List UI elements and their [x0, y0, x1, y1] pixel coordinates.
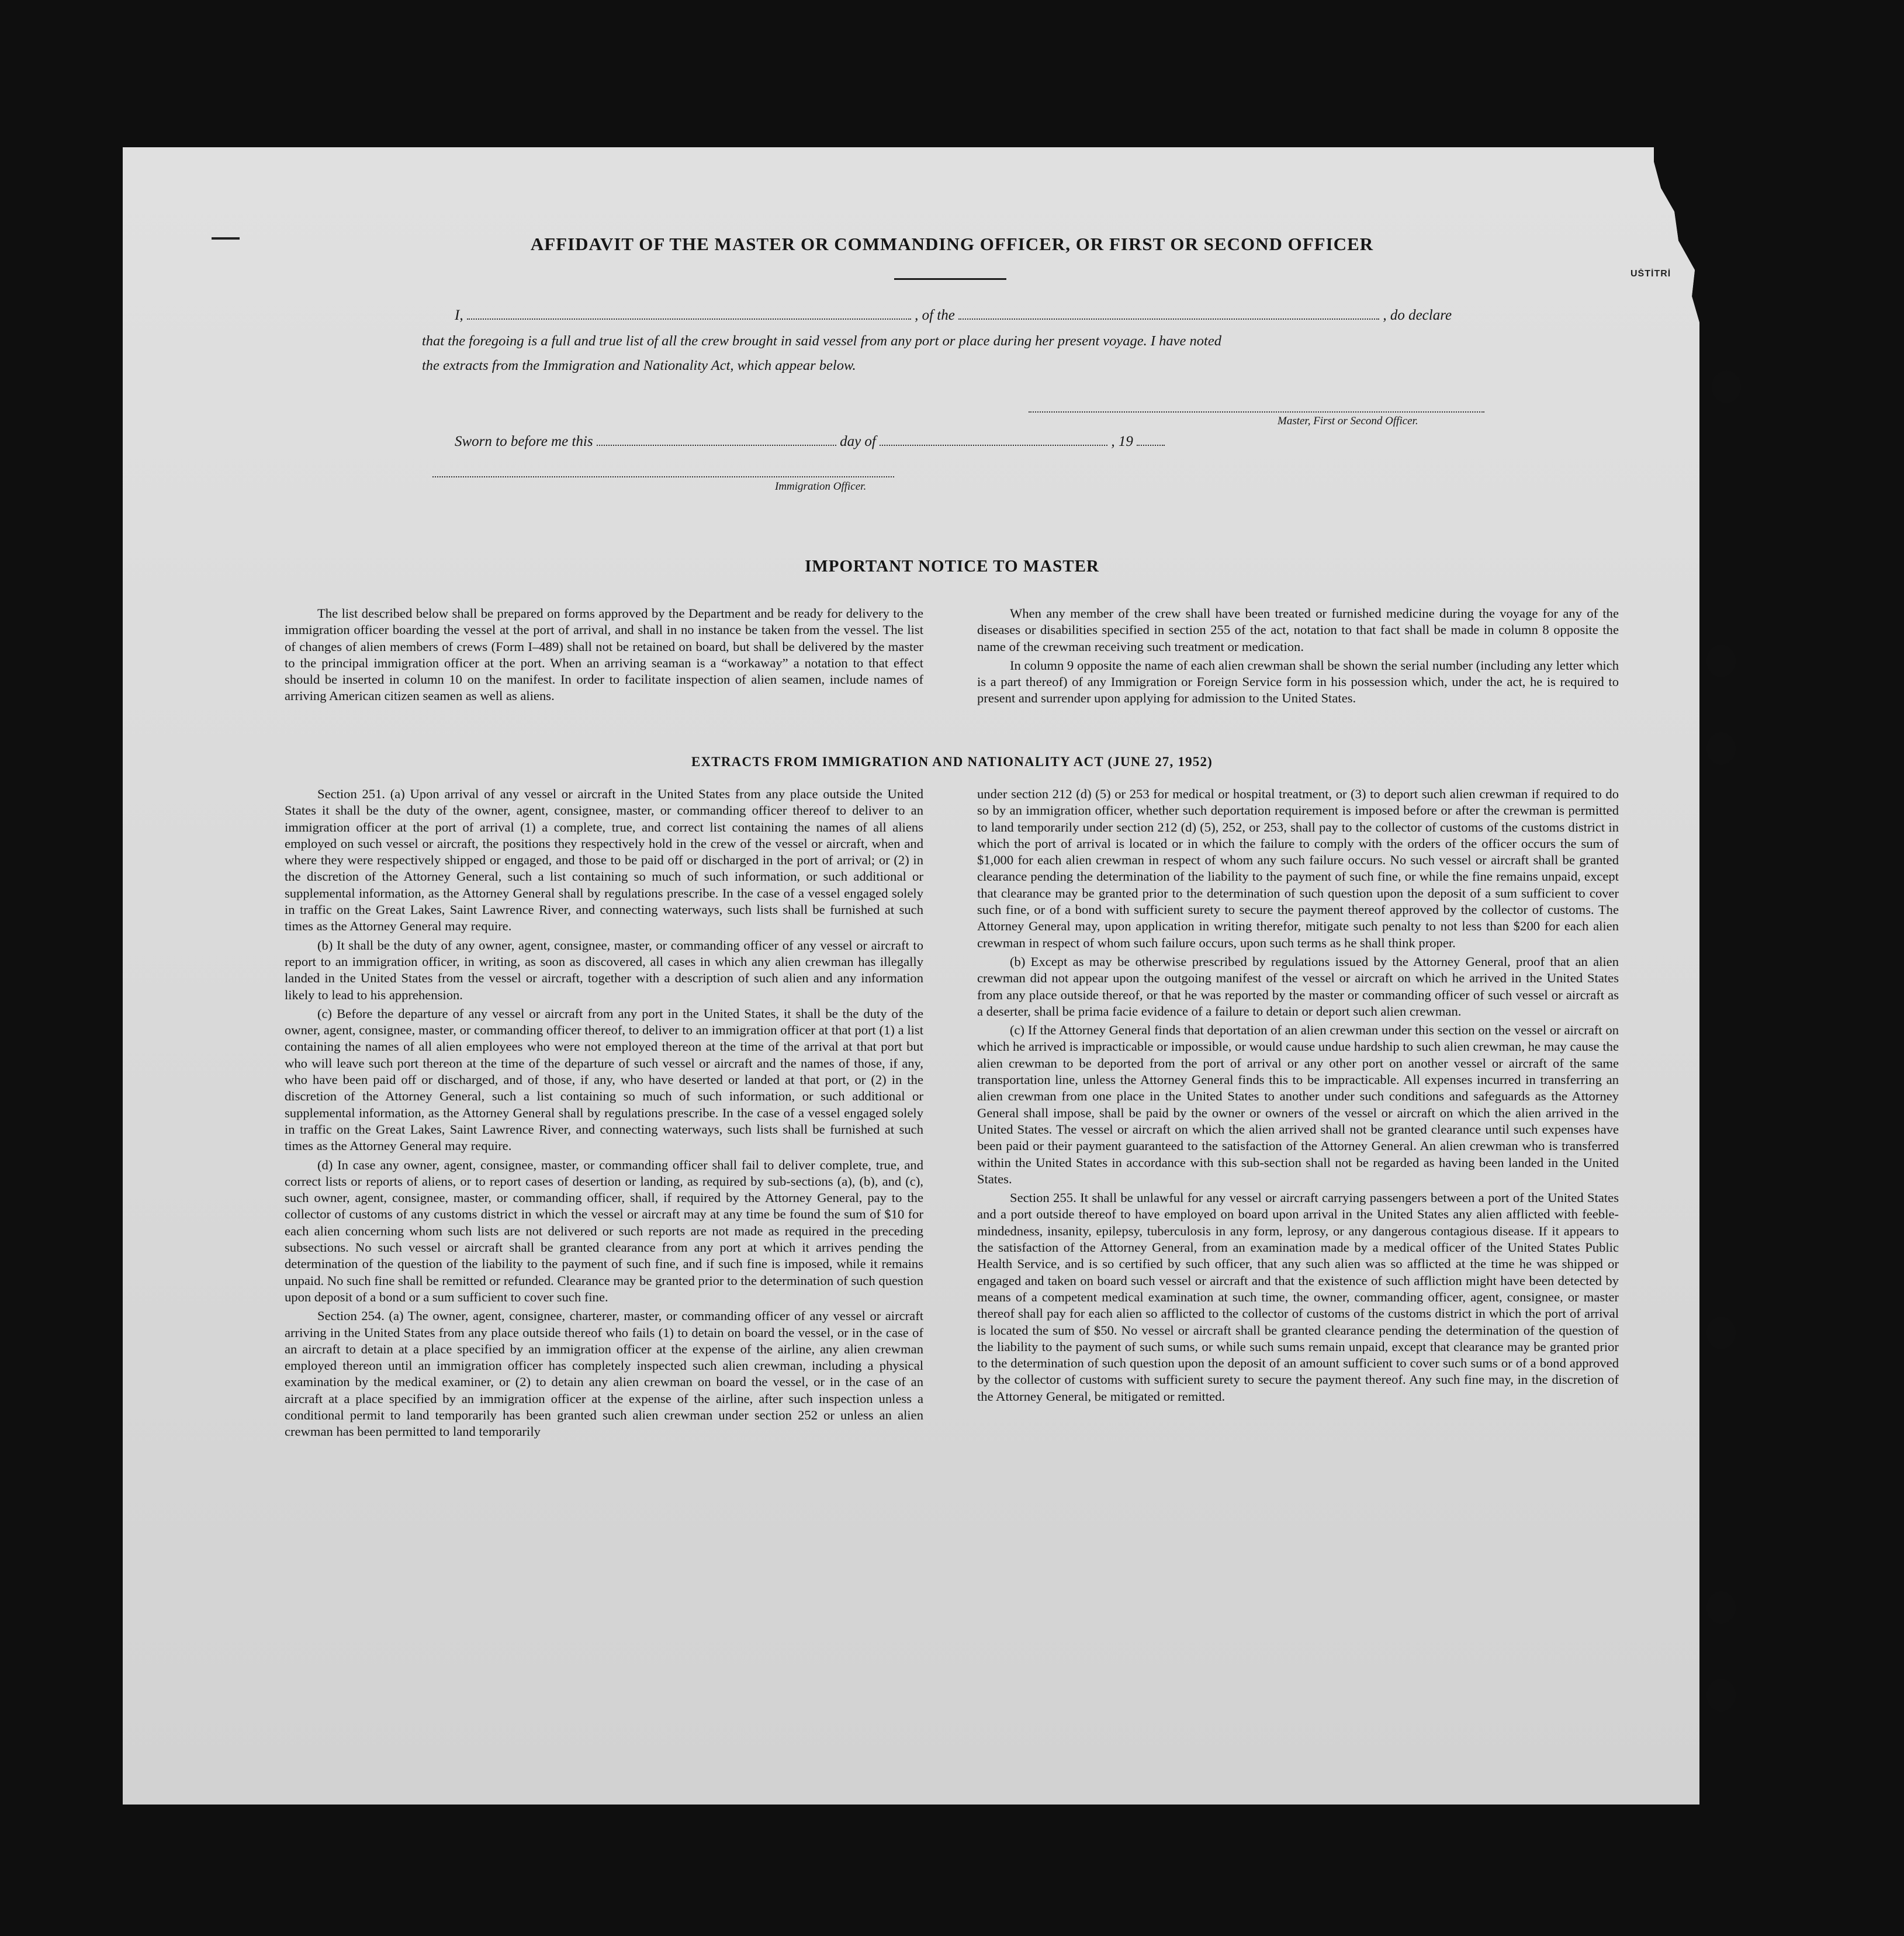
affidavit-line-3: the extracts from the Immigration and Nationality Act, which appear below.	[422, 358, 856, 373]
punch-hole-2	[1706, 645, 1736, 677]
section-paragraph: Section 255. It shall be unlawful for any vessel or aircraft carrying passengers between a port of the United States and a port outside thereof to have employed on board upon arrival in the United States any alien afflicted with feeble-mindedness, insanity, epilepsy, tuberculosis in any form, leprosy, or any dangerous contagious disease. If it appears to the satisfaction of the Attorney General, from an examination made by a medical officer of the United States Public Health Service, and is so certified by such officer, that any such alien was so afflicted at the time he was shipped or engaged and taken on board such vessel or aircraft and that the existence of such affliction might have been detected by means of a competent medical examination at such time, the owner, commanding officer, agent, consignee, or master thereof shall pay for each alien so afflicted to the collector of customs of the customs district in which the port of arrival is located the sum of $50. No vessel or aircraft shall be granted clearance pending the determination of the question of the liability to the payment of such sums, or while such sums remain unpaid, except that clearance may be granted prior to the determination of such question upon the deposit of an amount sufficient to cover such sums or of a bond approved by the collector of customs with sufficient surety to secure the payment thereof. Any such fine may, in the discretion of the Attorney General, be mitigated or remitted.	[977, 1190, 1619, 1404]
section-paragraph: under section 212 (d) (5) or 253 for medical or hospital treatment, or (3) to deport such alien crewman if required to do so by an immigration officer, whether such deportation requirement is imposed before or after the crewman is permitted to land temporarily under section 212 (d) (5), 252, or 253, shall pay to the collector of customs of the customs district in which the port of arrival is located or in which the failure to comply with the orders of the officer occurs the sum of $1,000 for each alien crewman in respect of whom any such failure occurs. No such vessel or aircraft shall be granted clearance pending the determination of the liability to the payment of such fine, or while the fine remains unpaid, except that clearance may be granted prior to the determination of such question upon the deposit of a sum sufficient to cover such fine, or of a bond with sufficient surety to secure the payment thereof approved by the collector of customs. The Attorney General may, upon application in writing therefor, mitigate such penalty to not less than $200 for each alien crewman in respect of whom such failure occurs, upon such terms as he shall think proper.	[977, 787, 1619, 950]
declarant-prefix: I,	[455, 307, 463, 323]
section-paragraph: (b) Except as may be otherwise prescribed by regulations issued by the Attorney General, proof that an alien crewman did not appear upon the outgoing manifest of the vessel or aircraft on which he arrived in the United States from any place outside thereof, or that he was reported by the master or commanding officer of such vessel or aircraft as a deserter, shall be prima facie evidence of a failure to detain or deport such alien crewman.	[977, 954, 1619, 1019]
day-of-label: day of	[840, 434, 876, 449]
notice-left-column	[285, 605, 923, 705]
affidavit-line-2: that the foregoing is a full and true list of all the crew brought in said vessel from any port or place during her present voyage. I have noted	[422, 333, 1221, 349]
officer-signature-line[interactable]	[432, 476, 894, 477]
section-paragraph: (b) It shall be the duty of any owner, agent, consignee, master, or commanding officer of any vessel or aircraft to report to an immigration officer, in writing, as soon as discovered, all cases in which any alien crewman has illegally landed in the United States from the vessel or aircraft, together with a description of such alien and any information likely to lead to his apprehension.	[285, 937, 923, 1002]
punch-hole-1	[1712, 370, 1741, 403]
punch-hole-5	[1706, 1591, 1736, 1624]
extracts-left-column	[285, 786, 923, 1440]
do-declare-label: , do declare	[1383, 307, 1452, 323]
master-signature-label: Master, First or Second Officer.	[1278, 415, 1418, 427]
punch-hole-6	[1706, 1679, 1736, 1712]
affidavit-title: AFFIDAVIT OF THE MASTER OR COMMANDING OFFICER, OR FIRST OR SECOND OFFICER	[530, 234, 1374, 254]
notice-paragraph: When any member of the crew shall have been treated or furnished medicine during the voyage for any of the diseases or disabilities specified in section 255 of the act, notation to that fact shall be made in column 8 opposite the name of the crewman receiving such treatment or medication.	[977, 606, 1619, 654]
notice-right-column	[977, 605, 1619, 707]
sworn-month-field[interactable]	[880, 434, 1107, 446]
year-label: , 19	[1111, 434, 1133, 449]
declarant-name-field[interactable]	[467, 308, 911, 320]
section-paragraph: (c) If the Attorney General finds that deportation of an alien crewman under this section on the vessel or aircraft on which he arrived is impracticable or impossible, or would cause undue hardship to such alien crewman, he may cause the alien crewman to be deported from the port of arrival or any other port on another vessel or aircraft of the same transportation line, unless the Attorney General finds this to be impracticable. All expenses incurred in transferring an alien crewman from one place in the United States to another under such conditions and safeguards as the Attorney General shall impose, shall be paid by the owner or owners of the vessel or aircraft on which the alien arrived in the United States. The vessel or aircraft on which the alien arrived shall not be granted clearance until such expenses have been paid or their payment guaranteed to the satisfaction of the Attorney General. An alien crewman who is transferred within the United States in accordance with this sub-section shall not be regarded as having been landed in the United States.	[977, 1023, 1619, 1186]
extracts-right-column	[977, 786, 1619, 1405]
notice-title: IMPORTANT NOTICE TO MASTER	[805, 557, 1099, 576]
sworn-line	[455, 434, 1165, 450]
sworn-year-field[interactable]	[1137, 434, 1165, 446]
title-rule	[894, 278, 1006, 280]
notice-paragraph: In column 9 opposite the name of each alien crewman shall be shown the serial number (including any letter which is a part thereof) of any Immigration or Foreign Service form in his possession which, under the act, he is required to present and surrender upon applying for admission to the United States.	[977, 657, 1619, 706]
vessel-name-field[interactable]	[958, 308, 1379, 320]
affidavit-line-1	[455, 307, 1452, 324]
punch-hole-4	[1706, 1317, 1736, 1349]
notice-paragraph: The list described below shall be prepared on forms approved by the Department and be ready for delivery to the immigration officer boarding the vessel at the port of arrival, and shall in no instance be taken from the vessel. The list of changes of alien members of crews (Form I–489) shall not be retained on board, but shall be delivered by the master to the principal immigration officer at the port. When an arriving seaman is a “workaway” a notation to that effect should be inserted in column 10 on the manifest. In order to facilitate inspection of alien seamen, include names of arriving American citizen seamen as well as aliens.	[285, 606, 923, 704]
sworn-day-field[interactable]	[597, 434, 836, 446]
section-paragraph: Section 251. (a) Upon arrival of any vessel or aircraft in the United States from any place outside the United States it shall be the duty of the owner, agent, consignee, master, or commanding officer thereof to deliver to an immigration officer at the port of arrival (1) a complete, true, and correct list containing the names of all aliens employed on such vessel or aircraft, the positions they respectively hold in the crew of the vessel or aircraft, when and where they were respectively shipped or engaged, and those to be paid off or discharged in the port of arrival; or (2) in the discretion of the Attorney General, such a list containing so much of such information, or such additional or supplemental information, as the Attorney General shall by regulations prescribe. In the case of a vessel engaged solely in traffic on the Great Lakes, Saint Lawrence River, and connecting waterways, such lists shall be furnished at such times as the Attorney General may require.	[285, 787, 923, 934]
section-paragraph: (c) Before the departure of any vessel or aircraft from any port in the United States, it shall be the duty of the owner, agent, consignee, master, or commanding officer thereof, to deliver to an immigration officer at that port (1) a list containing the names of all alien employees who were not employed thereon at the time of the arrival at that port but who will leave such port thereon at the time of the departure of such vessel or aircraft and the names of those, if any, who have been paid off or discharged, and of those, if any, who have deserted or landed at that port, or (2) in the discretion of the Attorney General, such a list containing so much of such information, or such additional or supplemental information, as the Attorney General shall by regulations prescribe. In the case of a vessel engaged solely in traffic on the Great Lakes, Saint Lawrence River, and connecting waterways, such lists shall be furnished at such times as the Attorney General may require.	[285, 1006, 923, 1154]
master-signature-line[interactable]	[1029, 411, 1484, 413]
section-paragraph: Section 254. (a) The owner, agent, consignee, charterer, master, or commanding officer of any vessel or aircraft arriving in the United States from any place outside thereof who fails (1) to detain on board the vessel, or in the case of an aircraft to detain at a place specified by an immigration officer at the expense of the airline, any alien crewman employed thereon until an immigration officer has completely inspected such alien crewman, including a physical examination by the medical examiner, or (2) to detain any alien crewman on board the vessel, or in the case of an aircraft at a place specified by an immigration officer at the expense of the airline, after such inspection unless a conditional permit to land temporarily has been granted such alien crewman under section 252 or unless an alien crewman has been permitted to land temporarily	[285, 1308, 923, 1439]
sworn-label: Sworn to before me this	[455, 434, 593, 449]
extracts-title: EXTRACTS FROM IMMIGRATION AND NATIONALITY ACT (JUNE 27, 1952)	[691, 754, 1213, 769]
torn-edge-text: UŠTİTRİ	[1630, 269, 1671, 278]
section-paragraph: (d) In case any owner, agent, consignee, master, or commanding officer shall fail to deliver complete, true, and correct lists or reports of aliens, or to report cases of desertion or landing, as required by sub-sections (a), (b), and (c), such owner, agent, consignee, master, or commanding officer, shall, if required by the Attorney General, pay to the collector of customs of any customs district in which the vessel or aircraft may at any time be found the sum of $10 for each alien concerning whom such lists are not delivered or such reports are not made as required in the preceding subsections. No such vessel or aircraft shall be granted clearance from any port at which it arrives pending the determination of the question of the liability to the payment of such fine, and if such fine is imposed, while it remains unpaid. No such fine shall be remitted or refunded. Clearance may be granted prior to the determination of such question upon deposit of a bond or a sum sufficient to cover such fine.	[285, 1157, 923, 1304]
officer-signature-label: Immigration Officer.	[775, 480, 867, 493]
of-the-label: , of the	[915, 307, 955, 323]
